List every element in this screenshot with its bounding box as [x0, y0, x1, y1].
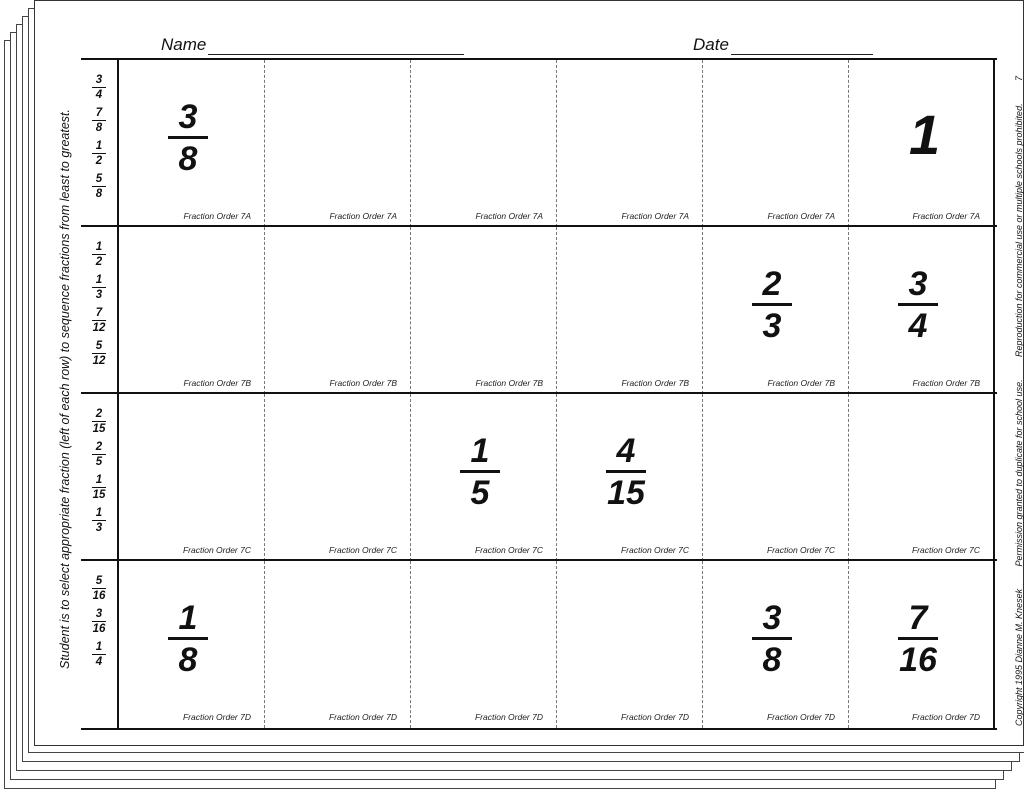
numerator: 5	[95, 575, 103, 587]
numerator: 2	[762, 265, 782, 303]
placed-fraction	[897, 267, 939, 343]
cell-label: Fraction Order 7A	[475, 211, 543, 221]
fraction-cell[interactable]	[265, 60, 411, 227]
cell-label: Fraction Order 7C	[766, 545, 835, 555]
denominator: 4	[908, 307, 928, 345]
key-fraction[interactable]	[91, 474, 107, 501]
key-fraction[interactable]	[91, 274, 107, 301]
cell-label: Fraction Order 7B	[767, 378, 835, 388]
denominator: 2	[95, 155, 103, 167]
page-number: 7	[1014, 76, 1024, 82]
cell-label: Fraction Order 7B	[912, 378, 980, 388]
cell-label: Fraction Order 7A	[621, 211, 689, 221]
fraction-bar	[752, 637, 792, 640]
cell-label: Fraction Order 7C	[182, 545, 251, 555]
fraction-cell[interactable]	[703, 227, 849, 394]
fraction-bar	[92, 254, 106, 255]
fraction-bar	[898, 637, 938, 640]
side-notes	[1014, 76, 1024, 726]
key-fraction[interactable]	[91, 507, 107, 534]
fraction-bar	[92, 487, 106, 488]
numerator: 7	[95, 107, 103, 119]
fraction-cell[interactable]	[849, 394, 995, 561]
numerator: 1	[95, 140, 103, 152]
fraction-cell[interactable]	[411, 227, 557, 394]
denominator: 8	[95, 188, 103, 200]
numerator: 3	[908, 265, 928, 303]
fraction-bar	[92, 621, 106, 622]
denominator: 8	[95, 122, 103, 134]
denominator: 15	[607, 474, 645, 512]
key-fraction[interactable]	[91, 408, 107, 435]
fraction-row	[81, 225, 997, 394]
name-label: Name	[161, 35, 207, 54]
cell-label: Fraction Order 7C	[620, 545, 689, 555]
cell-label: Fraction Order 7B	[329, 378, 397, 388]
placed-fraction	[751, 601, 793, 677]
fraction-cell[interactable]	[849, 227, 995, 394]
key-fraction[interactable]	[91, 441, 107, 468]
key-fraction[interactable]	[91, 140, 107, 167]
fraction-cell[interactable]	[703, 394, 849, 561]
key-fraction[interactable]	[91, 241, 107, 268]
fraction-cell[interactable]	[265, 227, 411, 394]
cell-label: Fraction Order 7D	[328, 712, 397, 722]
fraction-cell[interactable]	[265, 394, 411, 561]
fraction-bar	[92, 287, 106, 288]
denominator: 16	[92, 623, 106, 635]
denominator: 12	[92, 322, 106, 334]
cell-label: Fraction Order 7C	[474, 545, 543, 555]
cell-label: Fraction Order 7B	[183, 378, 251, 388]
key-fraction[interactable]	[91, 74, 107, 101]
fraction-bar	[92, 353, 106, 354]
denominator: 5	[470, 474, 490, 512]
cell-label: Fraction Order 7A	[912, 211, 980, 221]
fraction-bar	[460, 470, 500, 473]
numerator: 1	[470, 432, 490, 470]
numerator: 1	[95, 474, 103, 486]
numerator: 5	[95, 340, 103, 352]
answer-key-column	[81, 561, 119, 728]
denominator: 3	[95, 289, 103, 301]
numerator: 3	[95, 74, 103, 86]
fraction-cell[interactable]	[411, 60, 557, 227]
denominator: 8	[178, 140, 198, 178]
fraction-cell[interactable]	[703, 561, 849, 728]
key-fraction[interactable]	[91, 608, 107, 635]
denominator: 8	[762, 641, 782, 679]
key-fraction[interactable]	[91, 641, 107, 668]
denominator: 15	[92, 489, 106, 501]
cell-label: Fraction Order 7A	[767, 211, 835, 221]
fraction-cell[interactable]	[557, 227, 703, 394]
key-fraction[interactable]	[91, 107, 107, 134]
fraction-bar	[752, 303, 792, 306]
whole-number: 1	[909, 103, 941, 166]
fraction-row	[81, 559, 997, 730]
denominator: 16	[899, 641, 937, 679]
denominator: 4	[95, 89, 103, 101]
fraction-bar	[92, 588, 106, 589]
denominator: 15	[92, 423, 106, 435]
fraction-bar	[92, 153, 106, 154]
key-fraction[interactable]	[91, 307, 107, 334]
cell-label: Fraction Order 7B	[475, 378, 543, 388]
permission-note: Permission granted to duplicate for school use.	[1014, 379, 1024, 567]
numerator: 1	[95, 507, 103, 519]
fraction-bar	[92, 186, 106, 187]
fraction-row	[81, 58, 997, 227]
denominator: 2	[95, 256, 103, 268]
cell-label: Fraction Order 7C	[328, 545, 397, 555]
fraction-bar	[92, 520, 106, 521]
date-line[interactable]	[731, 38, 873, 55]
worksheet-page	[34, 0, 1024, 746]
numerator: 7	[908, 599, 928, 637]
numerator: 7	[95, 307, 103, 319]
fraction-row	[81, 392, 997, 561]
numerator: 2	[95, 441, 103, 453]
fraction-cell[interactable]	[411, 394, 557, 561]
fraction-bar	[92, 421, 106, 422]
date-field[interactable]	[693, 35, 873, 55]
cell-label: Fraction Order 7A	[183, 211, 251, 221]
numerator: 1	[95, 274, 103, 286]
numerator: 2	[95, 408, 103, 420]
fraction-bar	[92, 87, 106, 88]
placed-fraction	[897, 601, 939, 677]
denominator: 3	[95, 522, 103, 534]
cell-label: Fraction Order 7D	[474, 712, 543, 722]
instructions: Student is to select appropriate fraction (left of each row) to sequence fractions from least to greatest.	[58, 109, 72, 670]
placed-fraction	[751, 267, 793, 343]
fraction-cell[interactable]	[411, 561, 557, 728]
numerator: 4	[616, 432, 636, 470]
fraction-cell[interactable]	[849, 60, 995, 227]
placed-fraction	[605, 434, 647, 510]
answer-key-column	[81, 394, 119, 561]
denominator: 12	[92, 355, 106, 367]
fraction-cell[interactable]	[119, 60, 265, 227]
cell-label: Fraction Order 7B	[621, 378, 689, 388]
cell-label: Fraction Order 7D	[620, 712, 689, 722]
numerator: 1	[95, 641, 103, 653]
fraction-bar	[92, 120, 106, 121]
key-fraction[interactable]	[91, 173, 107, 200]
placed-fraction	[167, 601, 209, 677]
answer-key-column	[81, 60, 119, 227]
fraction-bar	[168, 136, 208, 139]
numerator: 3	[762, 599, 782, 637]
fraction-cell[interactable]	[557, 60, 703, 227]
denominator: 5	[95, 456, 103, 468]
fraction-cell[interactable]	[265, 561, 411, 728]
fraction-cell[interactable]	[119, 394, 265, 561]
fraction-bar	[92, 654, 106, 655]
fraction-cell[interactable]	[119, 561, 265, 728]
placed-fraction	[459, 434, 501, 510]
fraction-grid	[81, 58, 997, 728]
denominator: 3	[762, 307, 782, 345]
reproduction-note: Reproduction for commercial use or multiple schools prohibited.	[1014, 103, 1024, 358]
copyright-note: Copyright 1995 Dianne M. Knesek	[1014, 588, 1024, 726]
fraction-cell[interactable]	[703, 60, 849, 227]
key-fraction[interactable]	[91, 340, 107, 367]
numerator: 5	[95, 173, 103, 185]
cell-label: Fraction Order 7D	[911, 712, 980, 722]
cell-label: Fraction Order 7A	[329, 211, 397, 221]
key-fraction[interactable]	[91, 575, 107, 602]
cell-label: Fraction Order 7C	[911, 545, 980, 555]
fraction-cell[interactable]	[557, 394, 703, 561]
fraction-bar	[92, 320, 106, 321]
cell-label: Fraction Order 7D	[766, 712, 835, 722]
denominator: 8	[178, 641, 198, 679]
answer-key-column	[81, 227, 119, 394]
numerator: 1	[178, 599, 198, 637]
fraction-cell[interactable]	[119, 227, 265, 394]
fraction-cell[interactable]	[849, 561, 995, 728]
numerator: 1	[95, 241, 103, 253]
numerator: 3	[95, 608, 103, 620]
cell-label: Fraction Order 7D	[182, 712, 251, 722]
fraction-cell[interactable]	[557, 561, 703, 728]
denominator: 4	[95, 656, 103, 668]
name-field[interactable]	[161, 35, 464, 55]
denominator: 16	[92, 590, 106, 602]
name-line[interactable]	[208, 38, 464, 55]
fraction-bar	[898, 303, 938, 306]
fraction-bar	[92, 454, 106, 455]
fraction-bar	[606, 470, 646, 473]
numerator: 3	[178, 98, 198, 136]
placed-fraction	[167, 100, 209, 176]
fraction-bar	[168, 637, 208, 640]
date-label: Date	[693, 35, 729, 54]
